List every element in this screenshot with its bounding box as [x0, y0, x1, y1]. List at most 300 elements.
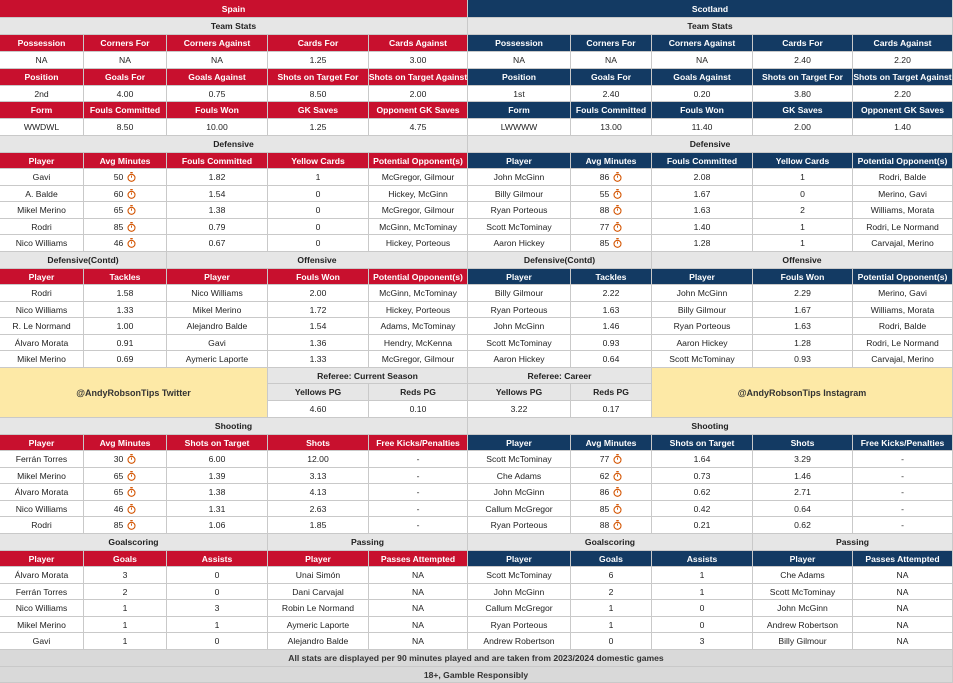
scotland-team-stat-header-text: Position	[502, 72, 536, 82]
spain-shooting-cell-text: Álvaro Morata	[14, 487, 69, 497]
scotland-defensive-title-text: Defensive	[689, 139, 731, 149]
spain-offensive-header-text: Player	[204, 271, 230, 282]
scotland-shooting-cell-text: Che Adams	[496, 470, 542, 481]
stopwatch-icon	[127, 238, 136, 248]
scotland-defensive-cell-text: 86	[599, 172, 610, 182]
scotland-defensive-header-text: Fouls Committed	[666, 155, 738, 166]
scotland-shooting-cell-text: 2.71	[794, 487, 811, 497]
scotland-offensive-header	[853, 269, 953, 285]
spain-tackles-cell-text: 1.58	[116, 288, 134, 298]
spain-team-stat-value-text: 1.25	[309, 122, 327, 132]
scotland-defensive-cell-text: John McGinn	[493, 172, 545, 182]
spain-shooting-cell-text: 1.39	[208, 470, 226, 481]
scotland-team-stat-value	[468, 119, 571, 136]
gamble-responsibly	[0, 667, 953, 683]
scotland-offensive-cell-text: Carvajal, Merino	[871, 354, 934, 364]
scotland-shooting-cell	[652, 517, 753, 534]
scotland-shooting-cell	[652, 451, 753, 468]
spain-defensive-contd-header	[0, 269, 84, 285]
spain-shooting-cell-text: Nico Williams	[15, 503, 68, 514]
spain-goalscoring-cell-text: 0	[214, 586, 220, 597]
scotland-defensive-cell-text: Rodri, Balde	[878, 172, 927, 182]
scotland-offensive-header-text: Fouls Won	[780, 271, 825, 282]
scotland-team-stat-value	[468, 52, 571, 69]
scotland-shooting-cell	[468, 451, 571, 468]
spain-tackles-cell	[84, 351, 167, 368]
spain-team-stat-value-text: NA	[119, 55, 131, 65]
scotland-tackles-cell	[571, 285, 652, 302]
spain-team-stat-header	[268, 102, 369, 119]
scotland-offensive-cell	[753, 302, 853, 318]
scotland-team-stat-header-text: Cards For	[782, 38, 823, 48]
scotland-defensive-cell	[853, 202, 953, 219]
scotland-team-stat-value-text: LWWWW	[500, 122, 538, 132]
spain-defensive-cell	[0, 219, 84, 235]
spain-shooting-cell-text: 1.31	[208, 503, 226, 514]
spain-passing-cell	[369, 633, 468, 650]
scotland-shooting-cell-text: Scott McTominay	[486, 454, 552, 464]
scotland-goalscoring-cell-text: 2	[608, 586, 614, 597]
scotland-shooting-header	[571, 435, 652, 451]
spain-shooting-cell-text: -	[416, 454, 420, 464]
referee-current-value-text: 0.10	[409, 404, 427, 414]
scotland-shooting-header	[652, 435, 753, 451]
scotland-offensive-cell	[853, 351, 953, 368]
spain-shooting-cell	[268, 517, 369, 534]
scotland-team-stat-value-text: 2.40	[794, 55, 811, 65]
scotland-tackles-cell-text: 1.46	[602, 321, 620, 331]
spain-team-stat-value-text: 4.75	[409, 122, 427, 132]
scotland-shooting-cell	[652, 468, 753, 484]
spain-defensive-header	[268, 153, 369, 169]
spain-passing-header-text: Player	[305, 553, 331, 564]
scotland-offensive-cell-text: Rodri, Le Normand	[866, 337, 939, 348]
scotland-shooting-header-text: Shots	[790, 437, 815, 448]
instagram-promo-text: @AndyRobsonTips Instagram	[737, 387, 867, 398]
stopwatch-icon	[127, 189, 136, 199]
spain-goalscoring-cell-text: 1	[122, 619, 128, 630]
scotland-shooting-cell-text: 0.42	[693, 503, 711, 514]
spain-shooting-cell-text: 46	[113, 503, 124, 514]
spain-defensive-cell-text: 0	[315, 221, 321, 232]
instagram-promo	[652, 368, 953, 418]
spain-goalscoring-title-text: Goalscoring	[108, 537, 159, 547]
scotland-tackles-cell-text: 2.22	[602, 288, 620, 298]
scotland-goalscoring-cell	[468, 633, 571, 650]
scotland-team-stat-value	[753, 52, 853, 69]
spain-team-stats-title-text: Team Stats	[210, 21, 257, 31]
stopwatch-icon	[613, 504, 622, 514]
scotland-defensive-cell-text: Aaron Hickey	[493, 238, 545, 248]
scotland-shooting-header	[753, 435, 853, 451]
scotland-defensive-cell	[753, 169, 853, 186]
spain-goalscoring-cell	[0, 584, 84, 600]
scotland-tackles-cell-text: 1.63	[602, 304, 620, 315]
spain-shooting-header	[369, 435, 468, 451]
spain-goalscoring-cell-text: 2	[122, 586, 128, 597]
spain-shooting-header	[167, 435, 268, 451]
spain-shooting-cell-text: -	[416, 503, 420, 514]
spain-team-stat-value-text: 2.00	[409, 88, 427, 99]
spain-shooting-cell	[0, 501, 84, 517]
scotland-team-stat-header	[753, 69, 853, 86]
spain-shooting-cell-text: 3.13	[309, 470, 327, 481]
referee-current-header	[268, 384, 369, 401]
spain-team-stat-header-text: Shots on Target Against	[369, 72, 468, 82]
spain-offensive-cell	[369, 318, 468, 335]
spain-defensive-cell-text: 65	[113, 205, 124, 215]
spain-offensive-cell	[167, 335, 268, 351]
spain-team-title-text: Spain	[221, 3, 246, 14]
scotland-team-stat-value	[571, 119, 652, 136]
scotland-team-stat-value	[652, 86, 753, 102]
scotland-passing-cell-text: NA	[896, 570, 909, 580]
scotland-team-stat-header	[652, 102, 753, 119]
referee-career-value-text: 0.17	[602, 404, 620, 414]
scotland-defensive-cell	[753, 186, 853, 202]
scotland-passing-cell-text: John McGinn	[777, 603, 828, 613]
scotland-defensive-cell-text: Williams, Morata	[870, 205, 935, 215]
spain-defensive-cell-text: 0.67	[208, 238, 226, 248]
spain-tackles-cell-text: 1.33	[116, 304, 134, 315]
spain-goalscoring-cell-text: 0	[214, 636, 220, 646]
scotland-tackles-cell-text: 0.64	[602, 354, 620, 364]
referee-career-value	[468, 401, 571, 418]
spain-goalscoring-cell	[0, 617, 84, 633]
scotland-passing-header-text: Player	[789, 553, 816, 564]
scotland-shooting-cell	[571, 468, 652, 484]
scotland-team-stat-value	[853, 119, 953, 136]
spain-shooting-cell-text: 65	[113, 487, 124, 497]
scotland-team-stat-value-text: 13.00	[600, 122, 622, 132]
spain-team-stat-value	[84, 119, 167, 136]
scotland-tackles-cell	[571, 351, 652, 368]
scotland-offensive-cell	[853, 285, 953, 302]
spain-shooting-cell-text: 1.85	[309, 520, 327, 530]
spain-offensive-cell-text: Hendry, McKenna	[383, 337, 453, 348]
referee-current-title-text: Referee: Current Season	[317, 370, 418, 381]
spain-shooting-cell	[84, 517, 167, 534]
spain-offensive-header	[369, 269, 468, 285]
spain-defensive-header	[84, 153, 167, 169]
scotland-shooting-cell-text: Callum McGregor	[485, 503, 553, 514]
spain-shooting-cell-text: -	[416, 487, 420, 497]
scotland-team-stat-value-text: NA	[696, 55, 708, 65]
spain-passing-cell-text: NA	[412, 586, 424, 597]
scotland-goalscoring-header	[468, 551, 571, 567]
spain-defensive-cell	[369, 169, 468, 186]
scotland-goalscoring-cell-text: 6	[608, 570, 614, 580]
spain-defensive-header-text: Fouls Committed	[181, 155, 253, 166]
scotland-offensive-cell-text: 1.28	[794, 337, 811, 348]
scotland-defensive-cell	[652, 235, 753, 252]
spain-passing-cell	[268, 617, 369, 633]
scotland-shooting-cell-text: 0.73	[693, 470, 711, 481]
spain-goalscoring-cell	[0, 600, 84, 617]
spain-goalscoring-cell-text: Gavi	[32, 636, 51, 646]
scotland-passing-cell-text: Andrew Robertson	[766, 619, 839, 630]
spain-offensive-cell	[268, 318, 369, 335]
spain-shooting-header-text: Player	[28, 437, 55, 448]
scotland-shooting-cell	[853, 484, 953, 501]
scotland-defensive-cell-text: 2.08	[693, 172, 711, 182]
scotland-shooting-cell-text: 88	[599, 520, 610, 530]
spain-offensive-header	[268, 269, 369, 285]
scotland-defensive-cell-text: 0	[800, 188, 805, 199]
scotland-defensive-cell	[753, 219, 853, 235]
scotland-team-stat-value	[652, 119, 753, 136]
scotland-tackles-cell	[468, 351, 571, 368]
scotland-team-stat-header-text: Fouls Committed	[575, 105, 647, 115]
referee-current-value	[268, 401, 369, 418]
spain-offensive-header	[167, 269, 268, 285]
spain-team-stat-value	[0, 86, 84, 102]
scotland-passing-cell	[753, 633, 853, 650]
spain-shooting-cell	[369, 468, 468, 484]
scotland-shooting-cell-text: 62	[599, 470, 610, 481]
scotland-passing-cell	[753, 617, 853, 633]
scotland-defensive-cell-text: 1	[800, 221, 805, 232]
scotland-defensive-cell-text: 1.67	[693, 188, 711, 199]
scotland-shooting-cell-text: 0.62	[693, 487, 711, 497]
scotland-defensive-cell-text: Rodri, Le Normand	[866, 221, 939, 232]
scotland-team-stat-value	[571, 52, 652, 69]
scotland-team-stat-value	[753, 119, 853, 136]
spain-defensive-cell	[369, 219, 468, 235]
spain-shooting-header-text: Avg Minutes	[99, 437, 151, 448]
spain-shooting-cell-text: 1.06	[208, 520, 226, 530]
scotland-shooting-header-text: Free Kicks/Penalties	[860, 437, 945, 448]
scotland-shooting-cell	[571, 451, 652, 468]
spain-defensive-cell-text: 1.38	[208, 205, 226, 215]
scotland-goalscoring-cell	[468, 617, 571, 633]
scotland-team-stat-value-text: 2.20	[894, 88, 911, 99]
scotland-defensive-cell-text: 1.40	[693, 221, 711, 232]
spain-shooting-cell	[0, 468, 84, 484]
scotland-shooting-header-text: Player	[506, 437, 532, 448]
twitter-promo	[0, 368, 268, 418]
spain-shooting-cell-text: -	[416, 520, 420, 530]
scotland-team-stat-value-text: 3.80	[794, 88, 811, 99]
spain-passing-cell-text: Robin Le Normand	[281, 603, 355, 613]
twitter-promo-text: @AndyRobsonTips Twitter	[76, 387, 191, 398]
scotland-offensive-title	[652, 252, 953, 269]
spain-goalscoring-cell	[84, 567, 167, 584]
spain-defensive-header-text: Yellow Cards	[291, 155, 345, 166]
spain-offensive-cell	[167, 285, 268, 302]
spain-offensive-cell	[369, 335, 468, 351]
scotland-defensive-cell-text: Merino, Gavi	[878, 188, 927, 199]
scotland-goalscoring-cell	[571, 617, 652, 633]
scotland-shooting-cell	[468, 501, 571, 517]
scotland-goalscoring-cell-text: 1	[699, 570, 705, 580]
scotland-defensive-cell	[853, 186, 953, 202]
scotland-offensive-cell-text: Ryan Porteous	[673, 321, 731, 331]
scotland-shooting-cell-text: -	[901, 503, 904, 514]
spain-passing-header	[369, 551, 468, 567]
spain-team-stat-value	[84, 86, 167, 102]
scotland-team-stat-header-text: Possession	[495, 38, 543, 48]
scotland-defensive-cell-text: 77	[599, 221, 610, 232]
spain-defensive-cell-text: Nico Williams	[15, 238, 68, 248]
scotland-defensive-cell	[571, 169, 652, 186]
scotland-defensive-cell	[753, 202, 853, 219]
spain-defensive-contd-header	[84, 269, 167, 285]
scotland-tackles-cell	[468, 302, 571, 318]
scotland-goalscoring-cell	[468, 584, 571, 600]
scotland-offensive-cell-text: 1.67	[794, 304, 811, 315]
spain-tackles-cell	[0, 302, 84, 318]
stopwatch-icon	[127, 504, 136, 514]
scotland-shooting-cell-text: -	[901, 520, 904, 530]
spain-tackles-cell-text: R. Le Normand	[12, 321, 71, 331]
spain-shooting-cell	[167, 484, 268, 501]
scotland-team-stat-value	[652, 52, 753, 69]
spain-team-stat-header	[268, 69, 369, 86]
scotland-goalscoring-cell	[571, 600, 652, 617]
scotland-team-title	[468, 0, 953, 18]
scotland-passing-cell	[753, 584, 853, 600]
scotland-team-stats-title	[468, 18, 953, 35]
scotland-team-stat-header-text: Corners Against	[668, 38, 736, 48]
spain-defensive-cell	[268, 202, 369, 219]
scotland-team-stat-value-text: NA	[605, 55, 617, 65]
spain-team-stat-header-text: Fouls Won	[195, 105, 239, 115]
spain-goalscoring-cell	[84, 633, 167, 650]
scotland-defensive-cell-text: 1	[800, 238, 805, 248]
spain-passing-cell	[369, 584, 468, 600]
scotland-defensive-header-text: Potential Opponent(s)	[857, 155, 948, 166]
spain-goalscoring-cell-text: Álvaro Morata	[14, 570, 69, 580]
scotland-goalscoring-header	[571, 551, 652, 567]
spain-team-stat-header	[167, 69, 268, 86]
scotland-goalscoring-cell-text: 3	[699, 636, 705, 646]
spain-passing-cell	[268, 584, 369, 600]
scotland-tackles-cell	[571, 335, 652, 351]
scotland-goalscoring-header-text: Goals	[599, 553, 623, 564]
scotland-goalscoring-header-text: Assists	[686, 553, 718, 564]
scotland-team-stat-header	[571, 69, 652, 86]
spain-shooting-cell	[84, 501, 167, 517]
spain-defensive-cell	[0, 169, 84, 186]
scotland-offensive-cell	[652, 285, 753, 302]
spain-defensive-cell-text: McGregor, Gilmour	[381, 205, 455, 215]
scotland-team-stat-value-text: 11.40	[691, 122, 713, 132]
scotland-goalscoring-cell-text: 0	[699, 619, 705, 630]
scotland-shooting-cell	[853, 451, 953, 468]
scotland-shooting-cell-text: 77	[599, 454, 610, 464]
spain-offensive-cell	[167, 318, 268, 335]
scotland-offensive-cell	[652, 302, 753, 318]
scotland-defensive-cell-text: 88	[599, 205, 610, 215]
spain-goalscoring-cell-text: Mikel Merino	[17, 619, 66, 630]
spain-defensive-header-text: Player	[28, 155, 55, 166]
spain-defensive-cell	[84, 186, 167, 202]
spain-team-title	[0, 0, 468, 18]
scotland-passing-cell	[753, 600, 853, 617]
scotland-team-stat-value-text: 0.20	[693, 88, 711, 99]
scotland-team-stat-value-text: 2.00	[794, 122, 811, 132]
scotland-tackles-cell	[468, 285, 571, 302]
scotland-offensive-cell	[753, 285, 853, 302]
spain-team-stat-value-text: 2nd	[34, 88, 49, 99]
scotland-tackles-cell-text: Aaron Hickey	[493, 354, 545, 364]
spain-offensive-title	[167, 252, 468, 269]
scotland-offensive-cell	[652, 335, 753, 351]
spain-offensive-title-text: Offensive	[297, 255, 337, 265]
scotland-team-stat-header-text: GK Saves	[782, 105, 823, 115]
scotland-shooting-cell	[652, 501, 753, 517]
spain-tackles-cell-text: 0.91	[116, 337, 134, 348]
spain-defensive-cell-text: Mikel Merino	[17, 205, 66, 215]
scotland-goalscoring-cell-text: John McGinn	[493, 586, 545, 597]
spain-shooting-header	[0, 435, 84, 451]
spain-tackles-cell-text: Álvaro Morata	[14, 337, 69, 348]
spain-shooting-cell	[369, 451, 468, 468]
spain-shooting-cell-text: 1.38	[208, 487, 226, 497]
spain-shooting-cell	[167, 501, 268, 517]
spain-team-stat-value-text: 4.00	[116, 88, 134, 99]
spain-shooting-cell-text: 12.00	[307, 454, 329, 464]
scotland-team-stat-value	[853, 86, 953, 102]
scotland-shooting-cell-text: 0.21	[693, 520, 711, 530]
spain-offensive-cell-text: Hickey, Porteous	[385, 304, 451, 315]
spain-team-stat-value	[369, 86, 468, 102]
spain-tackles-cell	[0, 335, 84, 351]
spain-team-stat-header-text: Opponent GK Saves	[376, 105, 460, 115]
scotland-defensive-cell	[571, 219, 652, 235]
scotland-shooting-header-text: Shots on Target	[669, 437, 735, 448]
scotland-tackles-cell-text: Billy Gilmour	[494, 288, 544, 298]
spain-passing-cell-text: NA	[412, 636, 424, 646]
scotland-defensive-header-text: Avg Minutes	[585, 155, 637, 166]
spain-passing-header-text: Passes Attempted	[380, 553, 456, 564]
scotland-goalscoring-cell-text: 0	[608, 636, 614, 646]
scotland-defensive-cell-text: 1	[800, 172, 805, 182]
spain-shooting-cell-text: 4.13	[309, 487, 327, 497]
scotland-goalscoring-cell	[571, 633, 652, 650]
spain-defensive-contd-header-text: Player	[28, 271, 55, 282]
scotland-team-stat-header	[468, 35, 571, 52]
spain-goalscoring-cell-text: 1	[122, 603, 128, 613]
spain-team-stat-value-text: 0.75	[208, 88, 226, 99]
scotland-tackles-cell-text: John McGinn	[493, 321, 545, 331]
scotland-defensive-cell-text: Billy Gilmour	[494, 188, 544, 199]
spain-goalscoring-header-text: Player	[28, 553, 55, 564]
scotland-defensive-contd-header	[468, 269, 571, 285]
scotland-shooting-cell-text: -	[901, 470, 904, 481]
spain-team-stat-header-text: Corners For	[100, 38, 150, 48]
scotland-team-stat-value	[753, 86, 853, 102]
scotland-goalscoring-cell	[571, 584, 652, 600]
spain-passing-cell-text: Dani Carvajal	[292, 586, 344, 597]
scotland-defensive-cell	[652, 169, 753, 186]
scotland-defensive-cell-text: Ryan Porteous	[490, 205, 548, 215]
spain-goalscoring-cell	[0, 567, 84, 584]
scotland-goalscoring-header-text: Player	[506, 553, 532, 564]
spain-passing-cell	[369, 617, 468, 633]
spain-offensive-cell-text: 1.72	[309, 304, 327, 315]
scotland-passing-cell-text: NA	[896, 636, 909, 646]
scotland-offensive-cell	[652, 318, 753, 335]
scotland-offensive-cell-text: 1.63	[794, 321, 811, 331]
scotland-defensive-cell-text: 55	[599, 188, 610, 199]
spain-shooting-title-text: Shooting	[214, 421, 253, 431]
spain-defensive-contd-title	[0, 252, 167, 269]
referee-current-header	[369, 384, 468, 401]
spain-shooting-cell	[369, 517, 468, 534]
scotland-team-stat-header	[571, 102, 652, 119]
